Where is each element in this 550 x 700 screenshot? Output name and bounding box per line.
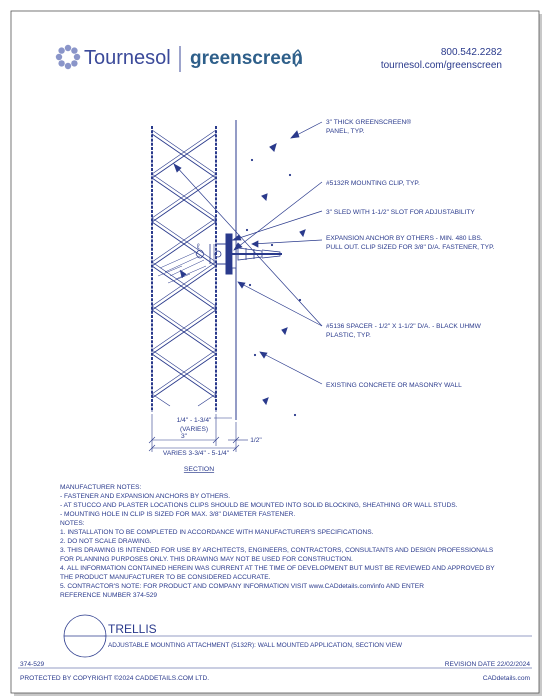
note-3b: FOR PLANNING PURPOSES ONLY. THIS DRAWING MAY NOT BE USED FOR CONSTRUCTION. xyxy=(60,556,353,563)
note-3a: 3. THIS DRAWING IS INTENDED FOR USE BY ARCHITECTS, ENGINEERS, CONTRACTORS, CONSULTANTS AND DESIGN PROFESSIONALS xyxy=(60,547,494,554)
section-label: SECTION xyxy=(183,466,215,473)
callout-wall: EXISTING CONCRETE OR MASONRY WALL xyxy=(326,382,462,389)
manufacturer-notes-heading: MANUFACTURER NOTES: xyxy=(60,484,142,491)
note-1: 1. INSTALLATION TO BE COMPLETED IN ACCORDANCE WITH MANUFACTURER'S SPECIFICATIONS. xyxy=(60,529,374,536)
dim-adjust-2: (VARIES) xyxy=(179,426,209,433)
note-4a: 4. ALL INFORMATION CONTAINED HEREIN WAS CURRENT AT THE TIME OF DEVELOPMENT BUT MUST BE REVIEWED AND APPROVED BY xyxy=(60,565,495,572)
header-phone: 800.542.2282 xyxy=(440,47,502,58)
brand-tournesol: Tournesol xyxy=(84,47,171,69)
tournesol-logo-icon xyxy=(56,45,80,69)
callout-anchor-2: PULL OUT. CLIP SIZED FOR 3/8" D/A. FASTENER, TYP. xyxy=(326,244,495,251)
drawing-number: 374-529 xyxy=(20,661,45,668)
title-trellis: TRELLIS xyxy=(108,622,157,636)
callout-anchor-1: EXPANSION ANCHOR BY OTHERS - MIN. 480 LBS. xyxy=(326,235,483,242)
dim-spacer: 1/2" xyxy=(250,437,262,444)
svg-text:ℓ: ℓ xyxy=(197,242,200,251)
dim-adjust-1: 1/4" - 1-3/4" xyxy=(176,417,212,424)
note-5a: 5. CONTRACTOR'S NOTE: FOR PRODUCT AND COMPANY INFORMATION VISIT www.CADdetails.com/info AND ENTER xyxy=(60,583,424,590)
note-5b: REFERENCE NUMBER 374-529 xyxy=(60,592,158,599)
callout-panel-2: PANEL, TYP. xyxy=(326,128,365,135)
manufacturer-note-2: - AT STUCCO AND PLASTER LOCATIONS CLIPS SHOULD BE MOUNTED INTO SOLID BLOCKING, SHEATHING OR WALL STUDS. xyxy=(60,502,458,509)
footer-brand: CADdetails.com xyxy=(482,675,530,682)
callout-spacer-2: PLASTIC, TYP. xyxy=(326,332,371,339)
callout-panel-1: 3" THICK GREENSCREEN® xyxy=(326,119,412,126)
callout-clip: #5132R MOUNTING CLIP, TYP. xyxy=(326,180,420,187)
dim-overall: VARIES 3-3/4" - 5-1/4" xyxy=(162,450,230,457)
dim-panel: 3" xyxy=(180,433,188,440)
manufacturer-note-3: - MOUNTING HOLE IN CLIP IS SIZED FOR MAX. 3/8" DIAMETER FASTENER. xyxy=(60,511,296,518)
revision-date: REVISION DATE 22/02/2024 xyxy=(444,661,530,668)
title-subtitle: ADJUSTABLE MOUNTING ATTACHMENT (5132R): WALL MOUNTED APPLICATION, SECTION VIEW xyxy=(108,642,403,649)
callout-sled: 3" SLED WITH 1-1/2" SLOT FOR ADJUSTABILITY xyxy=(326,209,475,216)
notes-heading: NOTES: xyxy=(60,520,85,527)
footer-copyright: PROTECTED BY COPYRIGHT ©2024 CADDETAILS.COM LTD. xyxy=(20,675,210,682)
brand-greenscreen: greenscreen xyxy=(190,48,304,69)
note-2: 2. DO NOT SCALE DRAWING. xyxy=(60,538,152,545)
note-4b: THE PRODUCT MANUFACTURER TO BE CONSIDERED ACCURATE. xyxy=(60,574,271,581)
header-url: tournesol.com/greenscreen xyxy=(380,60,502,71)
callout-spacer-1: #5136 SPACER - 1/2" X 1-1/2" D/A. - BLACK UHMW xyxy=(326,323,481,330)
manufacturer-note-1: - FASTENER AND EXPANSION ANCHORS BY OTHERS. xyxy=(60,493,231,500)
